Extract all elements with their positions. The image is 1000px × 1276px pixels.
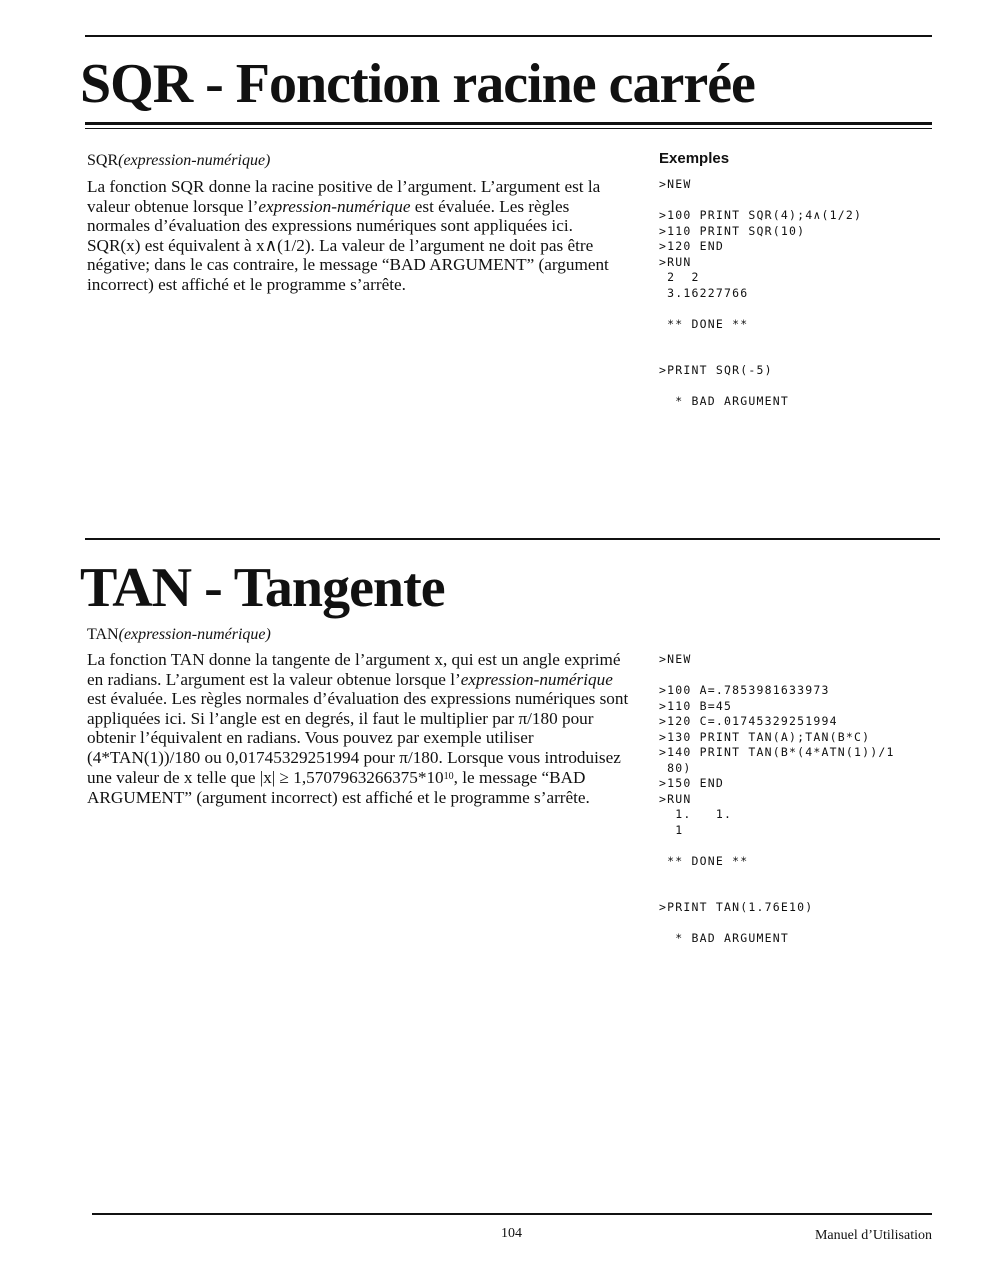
tan-code-line: >110 B=45 — [659, 698, 733, 713]
sqr-syntax-arg: (expression-numérique) — [118, 152, 271, 169]
tan-code-line: >RUN — [659, 791, 692, 806]
tan-description-part1: La fonction TAN donne la tangente de l’argument x, qui est un angle exprimé en radians. L’argument est la valeur obtenue lorsque l’ — [87, 650, 621, 689]
tan-code-example — [659, 652, 895, 947]
tan-code-line: >NEW — [659, 652, 692, 666]
sqr-heading-rule-thin — [85, 128, 932, 129]
sqr-code-line: * BAD ARGUMENT — [659, 394, 789, 408]
tan-code-line: >100 A=.7853981633973 — [659, 683, 830, 697]
tan-code-line: >140 PRINT TAN(B*(4*ATN(1))/1 — [659, 745, 895, 759]
tan-code-line: 80) — [659, 760, 692, 775]
tan-description — [87, 650, 632, 807]
section-divider-rule — [85, 538, 940, 540]
tan-description-exponent: 10 — [443, 771, 454, 782]
sqr-syntax — [87, 152, 270, 170]
sqr-code-line: ** DONE ** — [659, 316, 749, 331]
tan-code-line: >120 C=.01745329251994 — [659, 714, 838, 728]
sqr-examples-label: Exemples — [659, 150, 730, 167]
tan-syntax-name: TAN — [87, 626, 119, 643]
tan-code-line: 1. 1. — [659, 807, 733, 821]
sqr-code-line: >100 PRINT SQR(4);4∧(1/2) — [659, 208, 863, 222]
tan-description-part3: , le message “BAD ARGUMENT” (argument incorrect) est affiché et le programme s’arrête. — [87, 768, 590, 807]
sqr-code-example — [659, 177, 862, 410]
sqr-heading: SQR - Fonction racine carrée — [80, 53, 755, 115]
tan-code-line: * BAD ARGUMENT — [659, 931, 789, 945]
tan-code-line: >130 PRINT TAN(A);TAN(B*C) — [659, 729, 871, 744]
tan-code-line: >PRINT TAN(1.76E10) — [659, 900, 814, 914]
sqr-description-part2: est évaluée. Les règles normales d’évaluation des expressions numériques sont appliquées ici. SQR(x) est équivalent à x∧(1/2). La valeur de l’argument ne doit pas être négative; dans le cas contraire, le message “BAD ARGUMENT” (argument incorrect) est affiché et le programme s’arrête. — [87, 196, 609, 294]
sqr-syntax-name: SQR — [87, 152, 119, 169]
sqr-code-line: >NEW — [659, 177, 692, 191]
sqr-code-line: >RUN — [659, 254, 692, 269]
page-number: 104 — [501, 1226, 522, 1241]
tan-description-part2: est évaluée. Les règles normales d’évaluation des expressions numériques sont appliquées ici. Si l’angle est en degrés, il faut le multiplier par π/180 pour obtenir l’équivalent en radians. Vous pouvez par exemple utiliser (4*TAN(1))/180 ou 0,01745329251994 pour π/180. Lorsque vous introduisez une valeur de x telle que |x| ≥ 1,5707963266375*10 — [87, 689, 629, 787]
sqr-code-line: >110 PRINT SQR(10) — [659, 223, 806, 238]
sqr-heading-rule-thick — [85, 122, 932, 125]
sqr-description — [87, 177, 625, 294]
tan-code-line: 1 — [659, 822, 684, 837]
footer-rule — [92, 1213, 932, 1215]
tan-syntax-arg: (expression-numérique) — [118, 626, 271, 643]
sqr-description-term: expression-numérique — [258, 196, 411, 216]
sqr-code-line: 2 2 — [659, 270, 700, 284]
tan-description-term: expression-numérique — [460, 669, 613, 689]
tan-heading: TAN - Tangente — [80, 557, 445, 619]
sqr-description-part1: La fonction SQR donne la racine positive de l’argument. L’argument est la valeur obtenue lorsque l’ — [87, 177, 601, 216]
sqr-code-line: >PRINT SQR(-5) — [659, 363, 773, 377]
top-rule — [85, 35, 932, 37]
tan-code-line: ** DONE ** — [659, 853, 749, 868]
tan-code-line: >150 END — [659, 776, 724, 790]
sqr-code-line: >120 END — [659, 239, 724, 253]
sqr-code-line: 3.16227766 — [659, 285, 749, 300]
tan-syntax — [87, 626, 271, 644]
manual-title: Manuel d’Utilisation — [814, 1228, 932, 1243]
